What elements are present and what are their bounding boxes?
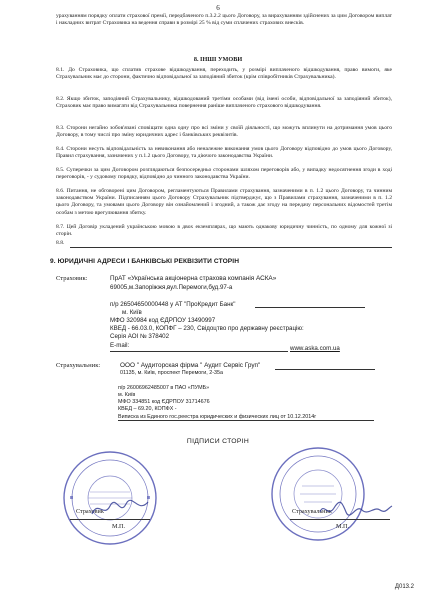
insurer-signature bbox=[90, 496, 150, 520]
insurer-role-label: Страховик bbox=[76, 508, 104, 515]
clause-8-1: 8.1. До Страховика, що сплатив страхове відшкодування, переходить, у розмірі виплаченого відшкодування, право вимоги, яке Страхувальник має до сторони, фактично відповідальної за заподіяний збиток (крім співробітників Страхувальника). bbox=[56, 67, 392, 81]
clause-8-8: 8.8. bbox=[56, 240, 65, 246]
policyholder-seal-stamp bbox=[268, 444, 368, 544]
policyholder-role-label: Страхувальник bbox=[292, 508, 332, 515]
policyholder-signature bbox=[318, 496, 394, 522]
insurer-address: 69005,м.Запоріжжя,вул.Перемоги,буд.97-а bbox=[110, 284, 233, 291]
clause-8-7: 8.7. Цей Договір укладений українською мовою в двох екземплярах, що мають однакову юридичну чинність, по одному для кожної зі сторін. bbox=[56, 224, 392, 238]
policyholder-label: Страхувальник: bbox=[56, 362, 101, 369]
clause-8-3: 8.3. Сторони негайно зобов'язані сповіщати одна одну про всі зміни у своїй діяльності, що можуть вплинути на дотримання умов цього Договору, в тому числі про зміну юридичних адрес і банківських реквізитів. bbox=[56, 125, 392, 139]
policyholder-mfo: МФО 334851 код ЄДРПОУ 31714676 bbox=[118, 399, 210, 405]
insurer-bank-line bbox=[255, 307, 365, 308]
insurer-kved: КВЕД - 66.03.0, КОПФГ – 230, Свідоцтво про державну реєстрацію: bbox=[110, 325, 304, 332]
policyholder-address: 01135, м. Київ, проспект Перемоги, 2-35а bbox=[120, 370, 224, 376]
policyholder-bank-city: м. Київ bbox=[118, 392, 136, 398]
insurer-series: Серія АОІ № 378402 bbox=[110, 333, 170, 340]
policyholder-kved: КВЕД – 69.20, КОПФХ - bbox=[118, 406, 177, 412]
clause-8-8-line bbox=[70, 247, 392, 248]
policyholder-register-line bbox=[118, 420, 374, 421]
insurer-bank-account: п/р 26504650000448 у АТ "ПроКредит Банк" bbox=[110, 301, 236, 308]
insurer-mfo: МФО 320984 код ЄДРПОУ 13490997 bbox=[110, 317, 216, 324]
insurer-website-link[interactable]: www.aska.com.ua bbox=[290, 345, 340, 352]
clause-8-2: 8.2. Якщо збиток, заподіяний Страхувальнику, відшкодований третіми особами (від імені особи, відповідальної за заподіяний збиток), Страховик має право вимагати від Страхувальника повернення раніше виплаченого страхового відшкодування. bbox=[56, 96, 392, 110]
insurer-email-label: E-mail: bbox=[110, 342, 130, 349]
insurer-email-line bbox=[110, 351, 288, 352]
insurer-label: Страховик: bbox=[56, 275, 88, 282]
clause-8-5: 8.5. Суперечки за цим Договором розглядаються безпосередньо сторонами шляхом переговорів або, у випадку недосягнення згоди в ході переговорів, - у судовому порядку, відповідно до чинного законодавства України. bbox=[56, 167, 392, 181]
signatures-heading: ПІДПИСИ СТОРІН bbox=[186, 438, 250, 445]
policyholder-mp-label: М.П. bbox=[336, 523, 350, 530]
insurer-mp-label: М.П. bbox=[112, 523, 126, 530]
policyholder-register: Виписка из Единого гос.реестра юридических и физических лиц от 10.12.2014г bbox=[118, 414, 317, 420]
policyholder-bank-account: п/р 26006962485007 в ПАО «ПУМБ» bbox=[118, 385, 210, 391]
clause-8-4: 8.4. Сторони несуть відповідальність за невиконання або неналежне виконання умов цього Договору відповідно до умов цього Договору, Правил страхування, зазначених у п.1.2 цього Договору, та діючого законодавства України. bbox=[56, 146, 392, 160]
document-code: Д013.2 bbox=[394, 584, 414, 590]
policyholder-name-line bbox=[275, 369, 375, 370]
insurer-name: ПрАТ «Українська акціонерна страхова компанія АСКА» bbox=[110, 275, 277, 282]
top-paragraph: урахуванням порядку оплати страхової премії, передбаченого п.3.2.2 цього Договору, за вирахуванням здійснених за цим Договором виплат і накладних витрат Страховика на ведення справи в розмірі 25 % від суми сплачених страхових внесків. bbox=[56, 13, 392, 27]
section9-heading: 9. ЮРИДИЧНІ АДРЕСИ І БАНКІВСЬКІ РЕКВІЗИТИ СТОРІН bbox=[50, 258, 240, 265]
page-number: 6 bbox=[216, 4, 220, 12]
insurer-bank-city: м. Київ bbox=[122, 309, 142, 316]
clause-8-6: 8.6. Питання, не обговорені цим Договором, регламентуються Правилами страхування, зазначеними в п. 1.2 цього Договору, та чинним законодавством України. Підписанням цього Договору Страхувальник підтверджує, що з Правилами страхування, зазначеними в п. 1.2 цього Договору, та умовами цього Договору він ознайомлений і згодний, а також дає згоду на передачу персональних відомостей третім особам з метою врегулювання збитку. bbox=[56, 188, 392, 216]
policyholder-name: ООО " Аудиторская фірма " Аудит Сервіс Груп" bbox=[120, 362, 261, 369]
section8-heading: 8. ІНШІ УМОВИ bbox=[193, 56, 243, 63]
